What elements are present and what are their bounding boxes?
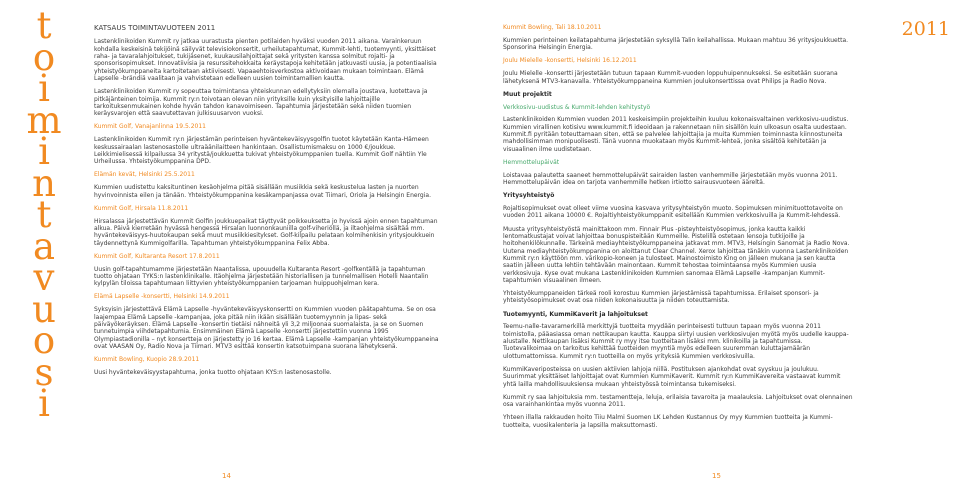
vertical-title-letter: i <box>38 130 50 173</box>
vertical-title <box>2 4 86 425</box>
event-text: Lastenklinikoiden Kummit ry:n järjestämän perinteisen hyväntekeväisyysgolfin tuotot käytetään Kanta-Hämeen keskussairaalan lastenosastolle ultraäänilaitteen hankintaan. Osallistumismaksu on 1000 €/joukkue. Leikkimielisessä kilpailussa 34 yritystä/joukkuetta tukivat yhteistyökumppanien tuella. Kummit Golf nähtiin Yle Urheilussa. Yhteistyökumppanina DPD. <box>94 136 429 166</box>
cooperation-list <box>503 205 853 305</box>
cooperation-paragraph: Rojaltisopimukset ovat olleet viime vuosina kasvava yritysyhteistyön muoto. Sopimuksen minimituottotavoite on vuoden 2011 aikana 10000 €. Rojaltiyhteistyökumppanit esitellään Kummien verkkosivuilla ja Kummit-lehdessä. <box>503 205 843 220</box>
page-header: KATSAUS TOIMINTAVUOTEEN 2011 <box>94 24 216 32</box>
vertical-title-letter: n <box>32 161 56 205</box>
event-text: Hirsalassa järjestettävän Kummit Golfin joukkuepaikat täyttyvät poikkeuksetta jo hyvissä ajoin ennen tapahtuman alkua. Päivä kierretään hyvässä hengessä Hirsalan luonnonkauniilla golf-viheriöllä, ja iltaohjelma sisältää mm. hyväntekeväisyys-huutokaupan sekä muut musiikkiesitykset. Golf-kilpailu pelataan kolmihenkisin yritysjoukkuein täydennettynä Kummigolfarilla. Tapahtuman yhteistyökumppanina Felix Abba. <box>94 217 438 247</box>
event-text: Uusi hyväntekeväisyystapahtuma, jonka tuotto ohjataan KYS:n lastenosastolle. <box>94 368 332 376</box>
vertical-title-letter: i <box>38 382 50 425</box>
vertical-title-letter: u <box>32 287 56 331</box>
event-title: Kummit Bowling, Tali 18.10.2011 <box>503 24 602 31</box>
event-text: Syksyisin järjestettävä Elämä Lapselle -hyväntekeväisyyskonsertti on Kummien vuoden päätapahtuma. Se on osa laajempaa Elämä Lapselle -kampanjaa, joka pitää niin ikään sisällään tuotemyynnin ja lipas- sekä päiväyökeräyksen. Elämä Lapselle -konsertin tietäisi nähneitä yli 3,2 miljoonaa suomalaista, ja se on Suomen tunnetuimpia viihdetapahtumia. Ensimmäinen Elämä Lapselle -konsertti järjestettiin vuonna 1995 Olympiastadionilla – nyt konsertteja on järjestetty jo 16 kertaa. Elämä Lapselle -kampanjan yhteistyökumppaneina ovat VAASAN Oy, Radio Nova ja Tiimari. MTV3 esittää konsertin katsotuimpana suorana lähetyksenä. <box>94 306 439 350</box>
event-text: Kummien uudistettu kaksituntinen kesäohjelma pitää sisällään musiikkia sekä keskustelua lasten ja nuorten hyvinvoinnista eilen ja tänään. Yhteistyökumppanina kesäkampanjassa ovat Tiimari, Oriola ja Helsingin Energia. <box>94 184 431 199</box>
vertical-title-letter: t <box>36 193 52 236</box>
event-text: Uusin golf-tapahtumamme järjestetään Naantalissa, upouudella Kultaranta Resort -golfkentällä ja tapahtuman tuotto ohjataan TYKS:n lastenklinikalle. Itäohjelma järjestetään historiallisen ja tunnelmallisen Hotelli Naantalin kylpylän tiloissa tapahtumaan liittyvien yhteistyökumppanien tarjoaman huippuohjelman kera. <box>94 265 429 288</box>
project-title: Verkkosivu-uudistus & Kummit-lehden kehitystyö <box>503 103 651 111</box>
project-list <box>503 104 853 187</box>
event-title: Kummit Golf, Hirsala 11.8.2011 <box>94 204 189 212</box>
vertical-title-letter: a <box>32 224 56 268</box>
products-paragraph: Teemu-nalle-tavaramerkillä merkittyjä tuotteita myydään perinteisesti tuttuun tapaan myös vuonna 2011 toimistolla, pääasiassa oman nettikaupan kautta. Kauppa siirtyi uusien verkkosivujen myötä myös uudelle kauppa-alustalle. Nettikaupan lisäksi Kummit ry myy itse tuotteitaan lisäksi mm. klinikoilla ja tapahtumissa. Tuotevalikoimaa on tarkoitus kehittää tuotteiden myyntiä myös edelleen suuremman kuluttajamäärän ulottumattomissa. Kummit ry:n tuotteilla on myös yrityksiä Kummien verkkosivuilla. <box>503 323 849 360</box>
event-text: Joulu Mielelle -konsertti järjestetään tutuun tapaan Kummit-vuoden loppuhuipennukseksi. Se esitetään suorana lähetyksenä MTV3-kanavalla. Yhteistyökumppaneina Kummien joulukonserttissa ovat Philips ja Radio Nova. <box>503 70 838 85</box>
vertical-title-letter: v <box>33 256 55 299</box>
vertical-title-letter: s <box>34 350 54 394</box>
event-title: Kummit Golf, Kultaranta Resort 17.8.2011 <box>94 252 220 260</box>
right-event-list <box>503 24 853 85</box>
right-column <box>503 24 853 435</box>
products-heading: Tuotemyynti, KummiKaverit ja lahjoitukset <box>503 310 648 318</box>
event-title: Joulu Mielelle -konsertti, Helsinki 16.12.2011 <box>503 57 637 65</box>
vertical-title-letter: i <box>38 67 50 110</box>
vertical-title-letter: o <box>32 319 56 362</box>
project-text: Loistavaa palautetta saaneet hemmottelupäivät sairaiden lasten vanhemmille järjestetään myös vuonna 2011. Hemmottelupäivän idea on tarjota vanhemmille hetken irtiotto sairausvuoteen ääreltä. <box>503 171 838 187</box>
products-paragraph: Kummit ry saa lahjoituksia mm. testamentteja, leluja, erilaisia tavaroita ja maalauksia. Lahjoitukset ovat olennainen osa varainhankintaa myös vuonna 2011. <box>503 393 853 409</box>
event-title: Kummit Bowling, Kuopio 28.9.2011 <box>94 356 200 364</box>
cooperation-paragraph: Muusta yritysyhteistyöstä mainittakoon mm. Finnair Plus -pisteyhteistyösopimus, jonka kautta kaikki lentomatkustajat voivat lahjoittaa bonuspisteitään Kummeille. Pistelillä ostetaan lensoja tutkijoille ja hoitohenkilökunnalle. Tärkeinä mediayhteistyökumppaneina jatkavat mm. MTV3, Helsingin Sanomat ja Radio Nova. Uutena mediayhteistyökumppanina on aloittanut Clear Channel. Xerox lahjoittaa tänäkin vuonna Lastenklinikoiden Kummit ry:n käyttöön mm. värikopio-koneen ja tulosteet. Mainostoimisto King on jälleen mukana ja sen kautta saatiin jälleen uutta lehtiin tehtävään mainontaan. Kummit tehostaa toimintaansa myös Kummien uusia verkkosivuja. Kyse ovat mukana Lastenklinikoiden Kummien sanomaa Elämä Lapselle -kampanjan Kummit-tapahtumien visuaalinen ilmeen. <box>503 225 850 284</box>
page-number-left: 14 <box>222 472 231 480</box>
vertical-title-letter: m <box>26 98 62 142</box>
projects-heading: Muut projektit <box>503 90 552 98</box>
event-text: Kummien perinteinen keilatapahtuma järjestetään syksyllä Talin keilahallissa. Mukaan mahtuu 36 yritysjoukkuetta. Sponsorina Helsingin Energia. <box>503 36 849 52</box>
event-title: Elämän kevät, Helsinki 25.5.2011 <box>94 171 195 179</box>
project-title: Hemmottelupäivät <box>503 158 560 166</box>
intro-paragraph-1: Lastenklinikoiden Kummit ry jatkaa uurastusta pienten potilaiden hyväksi vuoden 2011 aikana. Varainkeruun kohdalla keskeisinä tekijöinä säilyvät televisiokonsertit, urheilutapahtumat, Kummit-lehti, tuotemyynti, yksittäiset raha- ja tavaralahjoitukset, tukijäsenet, kuukausilahjoittajat sekä yritysten kanssa solmitut rojalti- ja sponsorisopimukset. Innovatiivisia ja resurssitehokkaita keräystapoja kehitetään jatkuvasti uusia, ja potentiaalisia yhteistyökumppaneita kartoitetaan aktiivisesti. Vapaaehtoisverkostoa aktivoidaan mukaan toimintaan. Elämä Lapselle -brändiä vaalitaan ja vahvistetaan edelleen uusien toimintamallien kautta. <box>94 38 437 83</box>
page-number-right: 15 <box>712 472 721 480</box>
left-event-list <box>94 123 439 376</box>
products-paragraph: KummiKaveriposteissa on uusien aktiivien lahjoja niillä. Postituksen ajankohdat ovat syyskuu ja joulukuu. Suurimmat yksittäiset lahjoittajat ovat Kummien KummiKaverit. Kummit ry:n KummiKavereita vastaavat kummit yhtä lailla mahdollisuuksiensa mukaan yhteistyössä toimintansa tukemiseksi. <box>503 365 841 388</box>
event-title: Kummit Golf, Vanajanlinna 19.5.2011 <box>94 123 206 131</box>
cooperation-heading: Yritysyhteistyö <box>503 192 555 200</box>
products-list <box>503 323 853 429</box>
cooperation-paragraph: Yhteistyökumppaneiden tärkeä rooli korostuu Kummien järjestämissä tapahtumissa. Erilaiset sponsori- ja yhteistyösopimukset ovat osa niiden kokonaisuutta ja niiden toteuttamista. <box>503 290 819 305</box>
vertical-title-letter: t <box>36 4 52 47</box>
event-title: Elämä Lapselle -konsertti, Helsinki 14.9.2011 <box>94 293 230 301</box>
year-title: 2011 <box>901 18 950 40</box>
vertical-title-letter: o <box>32 35 56 79</box>
project-text: Lastenklinikoiden Kummien vuoden 2011 keskeisimpiin projekteihin kuuluu kokonaisvaltainen verkkosivu-uudistus. Kummien virallinen kotisivu www.kummit.fi ideoidaan ja rakennetaan niin sisällön kuin ulkoasun osalta uudestaan. Kummit.fi pyritään toteuttamaan siten, että se palvelee lahjoittajia ja muita Kummien toiminnasta kiinnostuneita mahdollisimman monipuolisesti. Tänä vuonna muokataan myös Kummit-lehteä, jonka sisältöä kehitetään ja visuaalinen ilme uudistetaan. <box>503 116 849 153</box>
left-column <box>94 25 439 382</box>
intro-paragraph-2: Lastenklinikoiden Kummit ry sopeuttaa toimintansa yhteiskunnan edellytyksiin olemalla joustava, luotettava ja pitkäjänteinen toimija. Kummit ry:n toivotaan olevan niin yrityksille kuin yksityisille lahjoittajille tarkoituksenmukainen kohde hyvän tahdon kanavoimiseen. Tapahtumia järjestetään sekä niiden tuomien keräysvarojen että saavutettavan julkisuusarvon vuoksi. <box>94 88 428 118</box>
products-paragraph: Yhteen illalla rakkauden hoito Tiiu Malmi Suomen LK Lehden Kustannus Oy myy Kummien tuotteita ja Kummi-tuotteita, vuosikalenteria ja lapsilla maksuttomasti. <box>503 414 833 429</box>
